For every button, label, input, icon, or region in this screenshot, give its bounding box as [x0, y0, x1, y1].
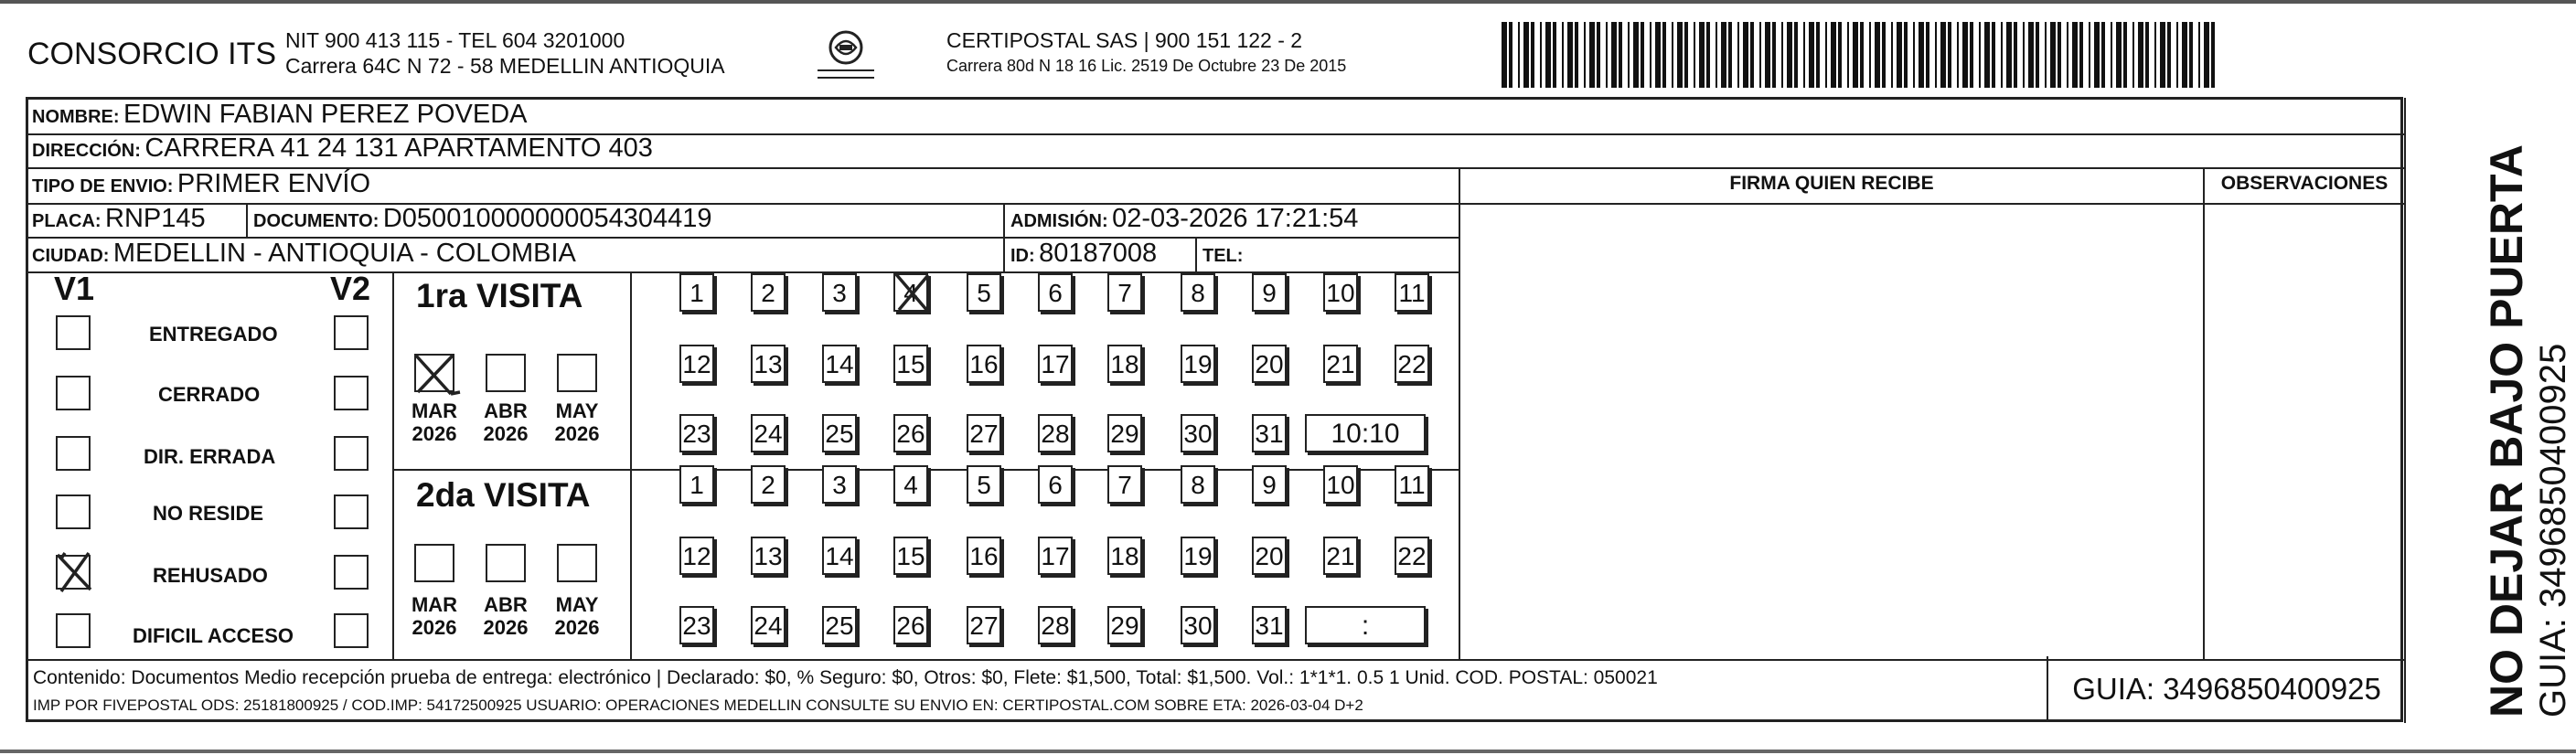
direccion-field [32, 133, 653, 164]
documento-field [253, 204, 712, 234]
visit2-day-box[interactable]: 14 [822, 537, 857, 575]
v2-checkbox-cerrado[interactable] [334, 376, 369, 410]
admision-value: 02-03-2026 17:21:54 [1112, 204, 1359, 233]
visit1-day-box[interactable]: 1 [679, 273, 714, 312]
month-year: 2026 [554, 422, 600, 445]
visit1-month-may [550, 399, 604, 445]
visit2-day-box[interactable]: 19 [1181, 537, 1215, 575]
month-year: 2026 [412, 616, 457, 639]
status-no-reside: NO RESIDE [153, 502, 264, 525]
status-dificil-acceso: DIFICIL ACCESO [133, 624, 294, 647]
ciudad-value: MEDELLIN - ANTIOQUIA - COLOMBIA [112, 239, 576, 268]
imp-line: IMP POR FIVEPOSTAL ODS: 25181800925 / COD.IMP: 54172500925 USUARIO: OPERACIONES MEDELLIN CONSULTE SU ENVIO EN: CERTIPOSTAL.COM SOBRE ETA: 2026-03-04 D+2 [33, 697, 1363, 714]
visit1-day-box[interactable]: 2 [751, 273, 786, 312]
visit1-day-box[interactable]: 26 [893, 414, 928, 452]
visit1-month-mar [407, 399, 462, 445]
side-guia-number: GUIA: 3496850400925 [2533, 343, 2573, 718]
month-name: ABR [484, 593, 528, 616]
month-divider [630, 271, 632, 661]
visit1-day-box[interactable]: 27 [967, 414, 1001, 452]
visit1-day-box[interactable]: 19 [1181, 345, 1215, 383]
visit1-day-box[interactable]: 14 [822, 345, 857, 383]
tipo-envio-field [32, 169, 370, 199]
visit1-day-box[interactable]: 3 [822, 273, 857, 312]
v2-checkbox-dificil-acceso[interactable] [334, 613, 369, 648]
visit2-day-box[interactable]: 6 [1038, 465, 1073, 504]
visit1-month-mar-checkbox[interactable] [414, 354, 454, 392]
top-edge-line [0, 0, 2576, 4]
tipo-envio-label: TIPO DE ENVIO: [32, 176, 174, 197]
company-name: CONSORCIO ITS [27, 37, 277, 71]
month-name: ABR [484, 399, 528, 422]
id-label: ID: [1010, 246, 1035, 266]
visit2-day-box[interactable]: 27 [967, 606, 1001, 644]
visit1-day-box[interactable]: 23 [679, 414, 714, 452]
month-year: 2026 [412, 422, 457, 445]
month-name: MAY [555, 399, 599, 422]
nit-line: NIT 900 413 115 - TEL 604 3201000 [285, 28, 625, 52]
visit1-month-abr [478, 399, 533, 445]
visit1-day-box[interactable]: 7 [1107, 273, 1142, 312]
visit2-day-box[interactable]: 31 [1252, 606, 1287, 644]
id-value: 80187008 [1039, 239, 1158, 268]
v1-checkbox-dir-errada[interactable] [56, 436, 91, 471]
v1-checkbox-cerrado[interactable] [56, 376, 91, 410]
v1-checkbox-dificil-acceso[interactable] [56, 613, 91, 648]
company-info [285, 27, 725, 79]
month-year: 2026 [483, 422, 529, 445]
visit1-day-box[interactable]: 22 [1395, 345, 1429, 383]
side-text [2480, 144, 2574, 718]
carrier-line: CERTIPOSTAL SAS | 900 151 122 - 2 [946, 28, 1303, 52]
barcode [1500, 22, 2222, 88]
visit2-day-box[interactable]: 9 [1252, 465, 1287, 504]
visit1-day-box[interactable]: 20 [1252, 345, 1287, 383]
visit1-day-box[interactable]: 18 [1107, 345, 1142, 383]
visit1-day-box[interactable]: 17 [1038, 345, 1073, 383]
visit1-day-box[interactable]: 24 [751, 414, 786, 452]
status-divider [392, 271, 394, 661]
visit1-day-box[interactable]: 16 [967, 345, 1001, 383]
month-year: 2026 [554, 616, 600, 639]
visit1-day-box[interactable]: 30 [1181, 414, 1215, 452]
cell-divider [1195, 237, 1197, 271]
visit1-day-box[interactable]: 15 [893, 345, 928, 383]
v2-header: V2 [330, 270, 371, 307]
visit1-day-box[interactable]: 28 [1038, 414, 1073, 452]
visit2-month-may [550, 593, 604, 639]
visit2-title: 2da VISITA [416, 476, 591, 514]
nombre-label: NOMBRE: [32, 107, 120, 127]
signature-area[interactable] [1460, 205, 2203, 659]
carrier-address: Carrera 80d N 18 16 Lic. 2519 De Octubre 23 De 2015 [946, 57, 1347, 75]
tel-field [1202, 239, 1243, 269]
visit1-day-box[interactable]: 10 [1323, 273, 1358, 312]
visit2-month-abr [478, 593, 533, 639]
observaciones-header: OBSERVACIONES [2220, 173, 2389, 194]
visit1-day-box[interactable]: 25 [822, 414, 857, 452]
month-name: MAR [411, 399, 458, 422]
placa-label: PLACA: [32, 211, 102, 231]
placa-value: RNP145 [105, 204, 206, 233]
status-dir-errada: DIR. ERRADA [144, 445, 276, 468]
visit2-day-box[interactable]: 11 [1395, 465, 1429, 504]
visit2-day-box[interactable]: 29 [1107, 606, 1142, 644]
row-divider [28, 167, 2406, 169]
visit1-day-box[interactable]: 11 [1395, 273, 1429, 312]
guia-number-box: GUIA: 3496850400925 [2047, 656, 2405, 722]
visit1-day-box[interactable]: 5 [967, 273, 1001, 312]
v1-checkbox-rehusado[interactable] [56, 555, 91, 590]
visit2-day-box[interactable]: 23 [679, 606, 714, 644]
check-mark-icon [892, 270, 934, 315]
visit1-day-box[interactable]: 6 [1038, 273, 1073, 312]
ciudad-label: CIUDAD: [32, 246, 110, 266]
firma-header: FIRMA QUIEN RECIBE [1729, 173, 1934, 194]
nombre-value: EDWIN FABIAN PEREZ POVEDA [123, 100, 528, 129]
admision-label: ADMISIÓN: [1010, 211, 1108, 231]
visit1-time-box[interactable]: 10:10 [1305, 414, 1426, 452]
v2-checkbox-rehusado[interactable] [334, 555, 369, 590]
v2-checkbox-entregado[interactable] [334, 315, 369, 350]
visit2-day-box[interactable]: 21 [1323, 537, 1358, 575]
row-divider [28, 271, 1459, 273]
v1-checkbox-no-reside[interactable] [56, 494, 91, 529]
visit2-day-box[interactable]: 16 [967, 537, 1001, 575]
visit2-day-box[interactable]: 28 [1038, 606, 1073, 644]
visit2-time-box[interactable]: : [1305, 606, 1426, 644]
cell-divider [1003, 237, 1005, 271]
visit1-day-box[interactable]: 8 [1181, 273, 1215, 312]
tipo-envio-value: PRIMER ENVÍO [176, 169, 371, 198]
visit2-day-box[interactable]: 1 [679, 465, 714, 504]
visit2-day-box[interactable]: 20 [1252, 537, 1287, 575]
visit2-day-box[interactable]: 2 [751, 465, 786, 504]
visit2-day-box[interactable]: 15 [893, 537, 928, 575]
visit1-month-may-checkbox[interactable] [557, 354, 597, 392]
visit1-day-box[interactable]: 31 [1252, 414, 1287, 452]
visit1-day-box[interactable]: 13 [751, 345, 786, 383]
visit2-month-may-checkbox[interactable] [557, 544, 597, 582]
certipostal-logo [814, 27, 878, 84]
month-name: MAY [555, 593, 599, 616]
status-rehusado: REHUSADO [153, 564, 268, 587]
v2-checkbox-dir-errada[interactable] [334, 436, 369, 471]
right-border [2404, 98, 2406, 723]
visit1-day-box[interactable]: 21 [1323, 345, 1358, 383]
visit1-day-box[interactable]: 12 [679, 345, 714, 383]
delivery-form [26, 97, 2403, 722]
contenido-line: Contenido: Documentos Medio recepción prueba de entrega: electrónico | Declarado: $0, % Seguro: $0, Otros: $0, Flete: $1,500, Total: $1,500. Vol.: 1*1*1. 0.5 1 Unid. COD. POSTAL: 050021 [33, 667, 1658, 688]
visit1-day-box[interactable]: 29 [1107, 414, 1142, 452]
visit2-day-box[interactable]: 22 [1395, 537, 1429, 575]
ciudad-field [32, 239, 576, 269]
v1-checkbox-entregado[interactable] [56, 315, 91, 350]
direccion-value: CARRERA 41 24 131 APARTAMENTO 403 [144, 133, 653, 163]
direccion-label: DIRECCIÓN: [32, 141, 141, 161]
documento-value: D050010000000054304419 [382, 204, 712, 233]
visit2-day-box[interactable]: 26 [893, 606, 928, 644]
visit2-day-box[interactable]: 13 [751, 537, 786, 575]
observaciones-area[interactable] [2205, 205, 2404, 659]
status-entregado: ENTREGADO [149, 323, 278, 346]
v1-header: V1 [54, 270, 95, 307]
visit2-month-mar-checkbox[interactable] [414, 544, 454, 582]
visit2-day-box[interactable]: 12 [679, 537, 714, 575]
documento-label: DOCUMENTO: [253, 211, 379, 231]
visit2-month-abr-checkbox[interactable] [486, 544, 526, 582]
cell-divider [1003, 203, 1005, 238]
visit1-day-box[interactable]: 4 [893, 273, 928, 312]
admision-field [1010, 204, 1358, 234]
visit1-month-abr-checkbox[interactable] [486, 354, 526, 392]
visit1-day-box[interactable]: 9 [1252, 273, 1287, 312]
visit2-month-mar [407, 593, 462, 639]
visit2-day-box[interactable]: 24 [751, 606, 786, 644]
month-name: MAR [411, 593, 458, 616]
visit2-day-box[interactable]: 7 [1107, 465, 1142, 504]
visit2-day-box[interactable]: 3 [822, 465, 857, 504]
carrier-info [946, 27, 1346, 79]
visit2-day-box[interactable]: 4 [893, 465, 928, 504]
bottom-edge-line [0, 750, 2576, 753]
visit2-day-box[interactable]: 17 [1038, 537, 1073, 575]
v2-checkbox-no-reside[interactable] [334, 494, 369, 529]
visit2-day-box[interactable]: 25 [822, 606, 857, 644]
cell-divider [246, 203, 248, 238]
visit2-day-box[interactable]: 30 [1181, 606, 1215, 644]
no-dejar-warning: NO DEJAR BAJO PUERTA [2481, 144, 2532, 718]
visit2-day-box[interactable]: 18 [1107, 537, 1142, 575]
month-year: 2026 [483, 616, 529, 639]
company-address: Carrera 64C N 72 - 58 MEDELLIN ANTIOQUIA [285, 54, 725, 78]
nombre-field [32, 100, 528, 130]
id-field [1010, 239, 1157, 269]
visit1-title: 1ra VISITA [416, 277, 583, 314]
status-cerrado: CERRADO [158, 383, 261, 406]
tel-label: TEL: [1202, 246, 1244, 266]
visit2-day-box[interactable]: 10 [1323, 465, 1358, 504]
check-mark-icon [412, 350, 462, 399]
placa-field [32, 204, 206, 234]
visit2-day-box[interactable]: 5 [967, 465, 1001, 504]
visit2-day-box[interactable]: 8 [1181, 465, 1215, 504]
check-mark-icon [54, 549, 96, 595]
